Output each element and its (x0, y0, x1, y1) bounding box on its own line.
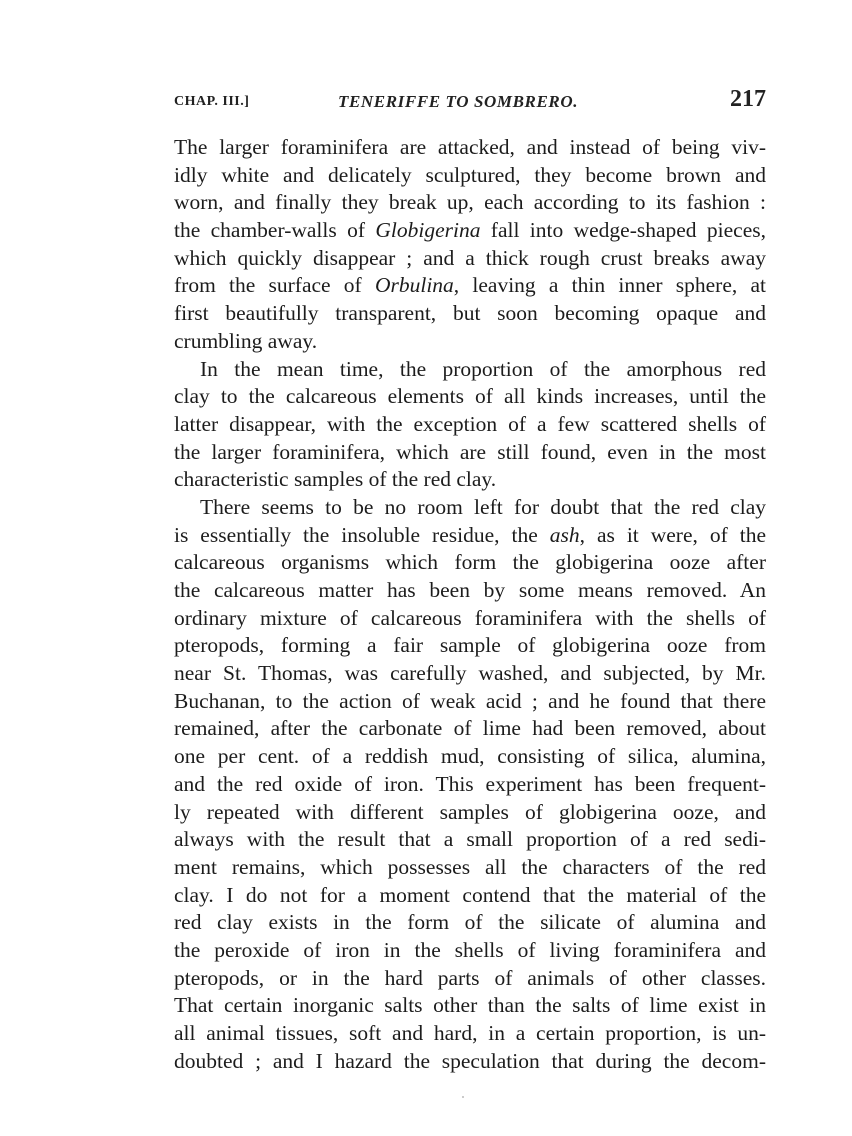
text-segment: which quickly disappear ; and a thick rough crust breaks away (174, 245, 766, 270)
italic-term: Globigerina (375, 218, 481, 243)
text-line (174, 632, 766, 660)
text-segment: doubted ; and I hazard the speculation that during the decom- (174, 1048, 766, 1073)
text-segment: The larger foraminifera are attacked, and instead of being viv- (174, 135, 766, 159)
text-segment: In the mean time, the proportion of the amorphous red (200, 356, 766, 381)
text-line (174, 882, 766, 910)
text-line (174, 799, 766, 827)
text-line (174, 909, 766, 937)
text-line (174, 826, 766, 854)
page-number: 217 (730, 86, 766, 112)
text-segment: calcareous organisms which form the globigerina ooze after (174, 550, 766, 575)
text-line (174, 134, 766, 162)
text-line (174, 743, 766, 771)
text-line (174, 383, 766, 411)
paragraph (174, 494, 766, 1075)
text-segment: all animal tissues, soft and hard, in a certain proportion, is un- (174, 1021, 766, 1045)
paragraph (174, 134, 766, 356)
text-segment: latter disappear, with the exception of a few scattered shells of (174, 411, 766, 436)
scan-speck (462, 1096, 464, 1098)
text-segment: is essentially the insoluble residue, the (174, 522, 550, 547)
text-line (174, 688, 766, 716)
text-line (174, 494, 766, 522)
text-line (174, 771, 766, 799)
text-segment: red clay exists in the form of the silicate of alumina and (174, 910, 766, 935)
text-segment: , leaving a thin inner sphere, at (453, 273, 766, 298)
text-line (174, 439, 766, 467)
text-line (174, 1048, 766, 1076)
text-segment: Buchanan, to the action of weak acid ; and he found that there (174, 688, 766, 713)
text-line (174, 300, 766, 328)
italic-term: Orbulina (374, 273, 454, 298)
text-segment: That certain inorganic salts other than the salts of lime exist in (174, 993, 766, 1018)
text-line (174, 272, 766, 300)
text-segment: pteropods, or in the hard parts of animals of other classes. (174, 965, 766, 990)
running-title: TENERIFFE TO SOMBRERO. (338, 92, 579, 111)
text-line (174, 466, 766, 494)
italic-term: ash (549, 522, 580, 547)
text-segment: the larger foraminifera, which are still found, even in the most (174, 439, 766, 464)
text-segment: ly repeated with different samples of globigerina ooze, and (174, 799, 766, 824)
text-line (174, 937, 766, 965)
text-line (174, 411, 766, 439)
text-segment: idly white and delicately sculptured, they become brown and (174, 162, 766, 187)
text-line (174, 522, 766, 550)
text-segment: There seems to be no room left for doubt that the red clay (200, 494, 766, 519)
text-segment: the calcareous matter has been by some means removed. An (174, 578, 766, 602)
text-segment: first beautifully transparent, but soon becoming opaque and (174, 301, 766, 326)
text-line (174, 577, 766, 605)
text-segment: worn, and finally they break up, each according to its fashion : (174, 190, 766, 215)
text-line (174, 356, 766, 384)
chapter-label: CHAP. III.] (174, 94, 250, 109)
running-head (174, 86, 766, 116)
body-text (174, 134, 766, 1075)
text-segment: near St. Thomas, was carefully washed, and subjected, by Mr. (174, 661, 766, 686)
text-line (174, 992, 766, 1020)
text-segment: crumbling away. (174, 328, 318, 353)
text-segment: the peroxide of iron in the shells of living foraminifera and (174, 937, 766, 962)
text-line (174, 1020, 766, 1048)
text-segment: always with the result that a small proportion of a red sedi- (174, 827, 766, 852)
text-line (174, 189, 766, 217)
text-line (174, 162, 766, 190)
text-segment: ment remains, which possesses all the characters of the red (174, 854, 766, 879)
text-segment: remained, after the carbonate of lime had been removed, about (174, 716, 766, 741)
text-segment: one per cent. of a reddish mud, consisting of silica, alumina, (174, 744, 766, 769)
text-line (174, 328, 766, 356)
text-segment: fall into wedge-shaped pieces, (480, 218, 766, 243)
text-segment: the chamber-walls of (174, 218, 376, 243)
text-segment: , as it were, of the (579, 522, 767, 547)
text-segment: pteropods, forming a fair sample of globigerina ooze from (174, 633, 766, 658)
text-line (174, 715, 766, 743)
text-segment: from the surface of (174, 273, 375, 298)
text-segment: ordinary mixture of calcareous foraminifera with the shells of (174, 605, 766, 630)
text-segment: characteristic samples of the red clay. (174, 467, 497, 492)
text-line (174, 217, 766, 245)
text-line (174, 854, 766, 882)
text-line (174, 965, 766, 993)
paragraph (174, 356, 766, 494)
text-segment: and the red oxide of iron. This experiment has been frequent- (174, 771, 766, 796)
text-line (174, 245, 766, 273)
text-segment: clay to the calcareous elements of all kinds increases, until the (174, 384, 766, 409)
text-segment: clay. I do not for a moment contend that the material of the (174, 882, 766, 907)
text-line (174, 660, 766, 688)
text-line (174, 605, 766, 633)
text-line (174, 549, 766, 577)
